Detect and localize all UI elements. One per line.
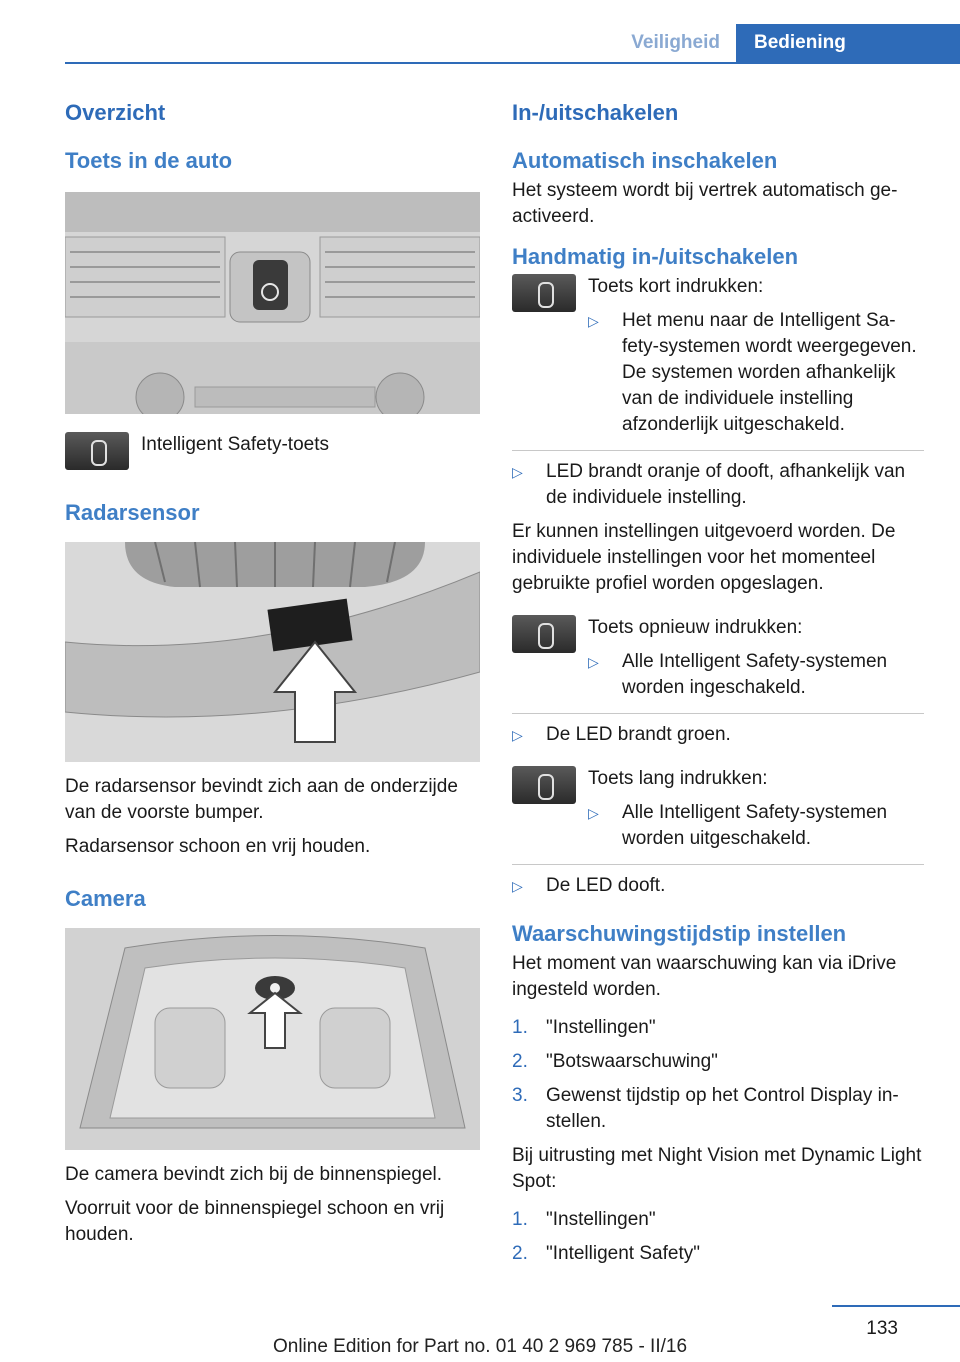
divider [512,450,924,451]
step-number: 2. [512,1243,528,1264]
triangle-bullet-icon: ▷ [512,727,523,743]
list-item [512,722,924,748]
subheading-waarschuwing: Waarschuwingstijdstip instellen [512,921,847,946]
left-column [65,100,480,1256]
list-item [512,1241,924,1267]
list-item [588,800,924,852]
dashboard-button-image [65,192,480,414]
subheading-radarsensor: Radarsensor [65,500,200,525]
list-item [512,1207,924,1233]
divider [512,864,924,865]
step-text: "Instellingen" [546,1209,656,1230]
right-column [512,100,924,1275]
step-number: 1. [512,1017,528,1038]
long-press-label: Toets lang indrukken: [588,768,768,789]
auto-text: Het systeem wordt bij vertrek automatisch geactiveerd. [512,180,898,227]
steps-list-2 [512,1207,924,1267]
radar-text-2: Radarsensor schoon en vrij houden. [65,836,371,857]
camera-text-2: Voorruit voor de binnenspiegel schoon en vrij houden. [65,1198,445,1245]
settings-text: Er kunnen instellingen uitgevoerd worden. De individuele instellingen voor het momenteel gebruikte profiel worden opgeslagen. [512,521,896,594]
list-item [588,308,924,438]
step-number: 1. [512,1209,528,1230]
subheading-automatisch: Automatisch inschakelen [512,148,778,173]
section-title-overzicht: Overzicht [65,100,166,125]
radar-illustration [65,542,480,762]
camera-text-1: De camera bevindt zich bij de binnenspiegel. [65,1164,443,1185]
step-number: 3. [512,1085,528,1106]
page-header [65,24,960,64]
section-title-in-uitschakelen: In-/uitschakelen [512,100,679,125]
short-press-row [512,274,924,446]
subheading-camera: Camera [65,886,146,911]
page-number: 133 [866,1318,898,1339]
tab-bediening[interactable]: Bediening [736,24,960,62]
long-bullet-2: De LED dooft. [546,875,666,896]
tab-veiligheid[interactable]: Veiligheid [631,32,720,53]
night-vision-text: Bij uitrusting met Night Vision met Dynamic Light Spot: [512,1145,922,1192]
steps-list-1 [512,1015,924,1135]
button-caption-row [65,432,480,470]
list-item [588,649,924,701]
safety-button-icon [512,766,576,804]
again-bullet-2: De LED brandt groen. [546,724,731,745]
camera-image [65,928,480,1150]
long-bullet-1: Alle Intelligent Safety-systemen worden uitgeschakeld. [622,802,888,849]
triangle-bullet-icon: ▷ [512,464,523,480]
step-number: 2. [512,1051,528,1072]
step-text: "Botswaarschuwing" [546,1051,718,1072]
safety-button-icon [512,615,576,653]
divider [512,713,924,714]
camera-illustration [65,928,480,1150]
again-press-row [512,615,924,709]
radar-text-1: De radarsensor bevindt zich aan de onderzijde van de voorste bumper. [65,776,458,823]
long-press-row [512,766,924,860]
radar-sensor-image [65,542,480,762]
again-bullet-1: Alle Intelligent Safety-systemen worden ingeschakeld. [622,651,888,698]
triangle-bullet-icon: ▷ [588,313,599,329]
step-text: Gewenst tijdstip op het Control Display instellen. [546,1085,899,1132]
list-item [512,1083,924,1135]
safety-button-icon [512,274,576,312]
step-text: "Instellingen" [546,1017,656,1038]
footer-rule [832,1305,960,1307]
triangle-bullet-icon: ▷ [512,878,523,894]
button-caption: Intelligent Safety-toets [141,434,329,455]
warn-text: Het moment van waarschuwing kan via iDrive ingesteld worden. [512,953,897,1000]
intelligent-safety-button-icon [65,432,129,470]
triangle-bullet-icon: ▷ [588,805,599,821]
subheading-handmatig: Handmatig in-/uitschakelen [512,244,799,269]
list-item [512,459,924,511]
short-press-label: Toets kort indrukken: [588,276,764,297]
list-item [512,1049,924,1075]
dashboard-illustration [65,192,480,414]
subheading-toets: Toets in de auto [65,148,233,173]
list-item [512,873,924,899]
list-item [512,1015,924,1041]
short-bullet-1: Het menu naar de Intelligent Safety-systemen wordt weergegeven. De systemen worden afhankelijk van de individuele instelling afzonderlijk uitgeschakeld. [622,310,917,435]
edition-footer: Online Edition for Part no. 01 40 2 969 785 - II/16 [272,1336,688,1357]
triangle-bullet-icon: ▷ [588,654,599,670]
short-bullet-2: LED brandt oranje of dooft, afhankelijk van de individuele instelling. [546,461,906,508]
again-press-label: Toets opnieuw indrukken: [588,617,803,638]
step-text: "Intelligent Safety" [546,1243,700,1264]
